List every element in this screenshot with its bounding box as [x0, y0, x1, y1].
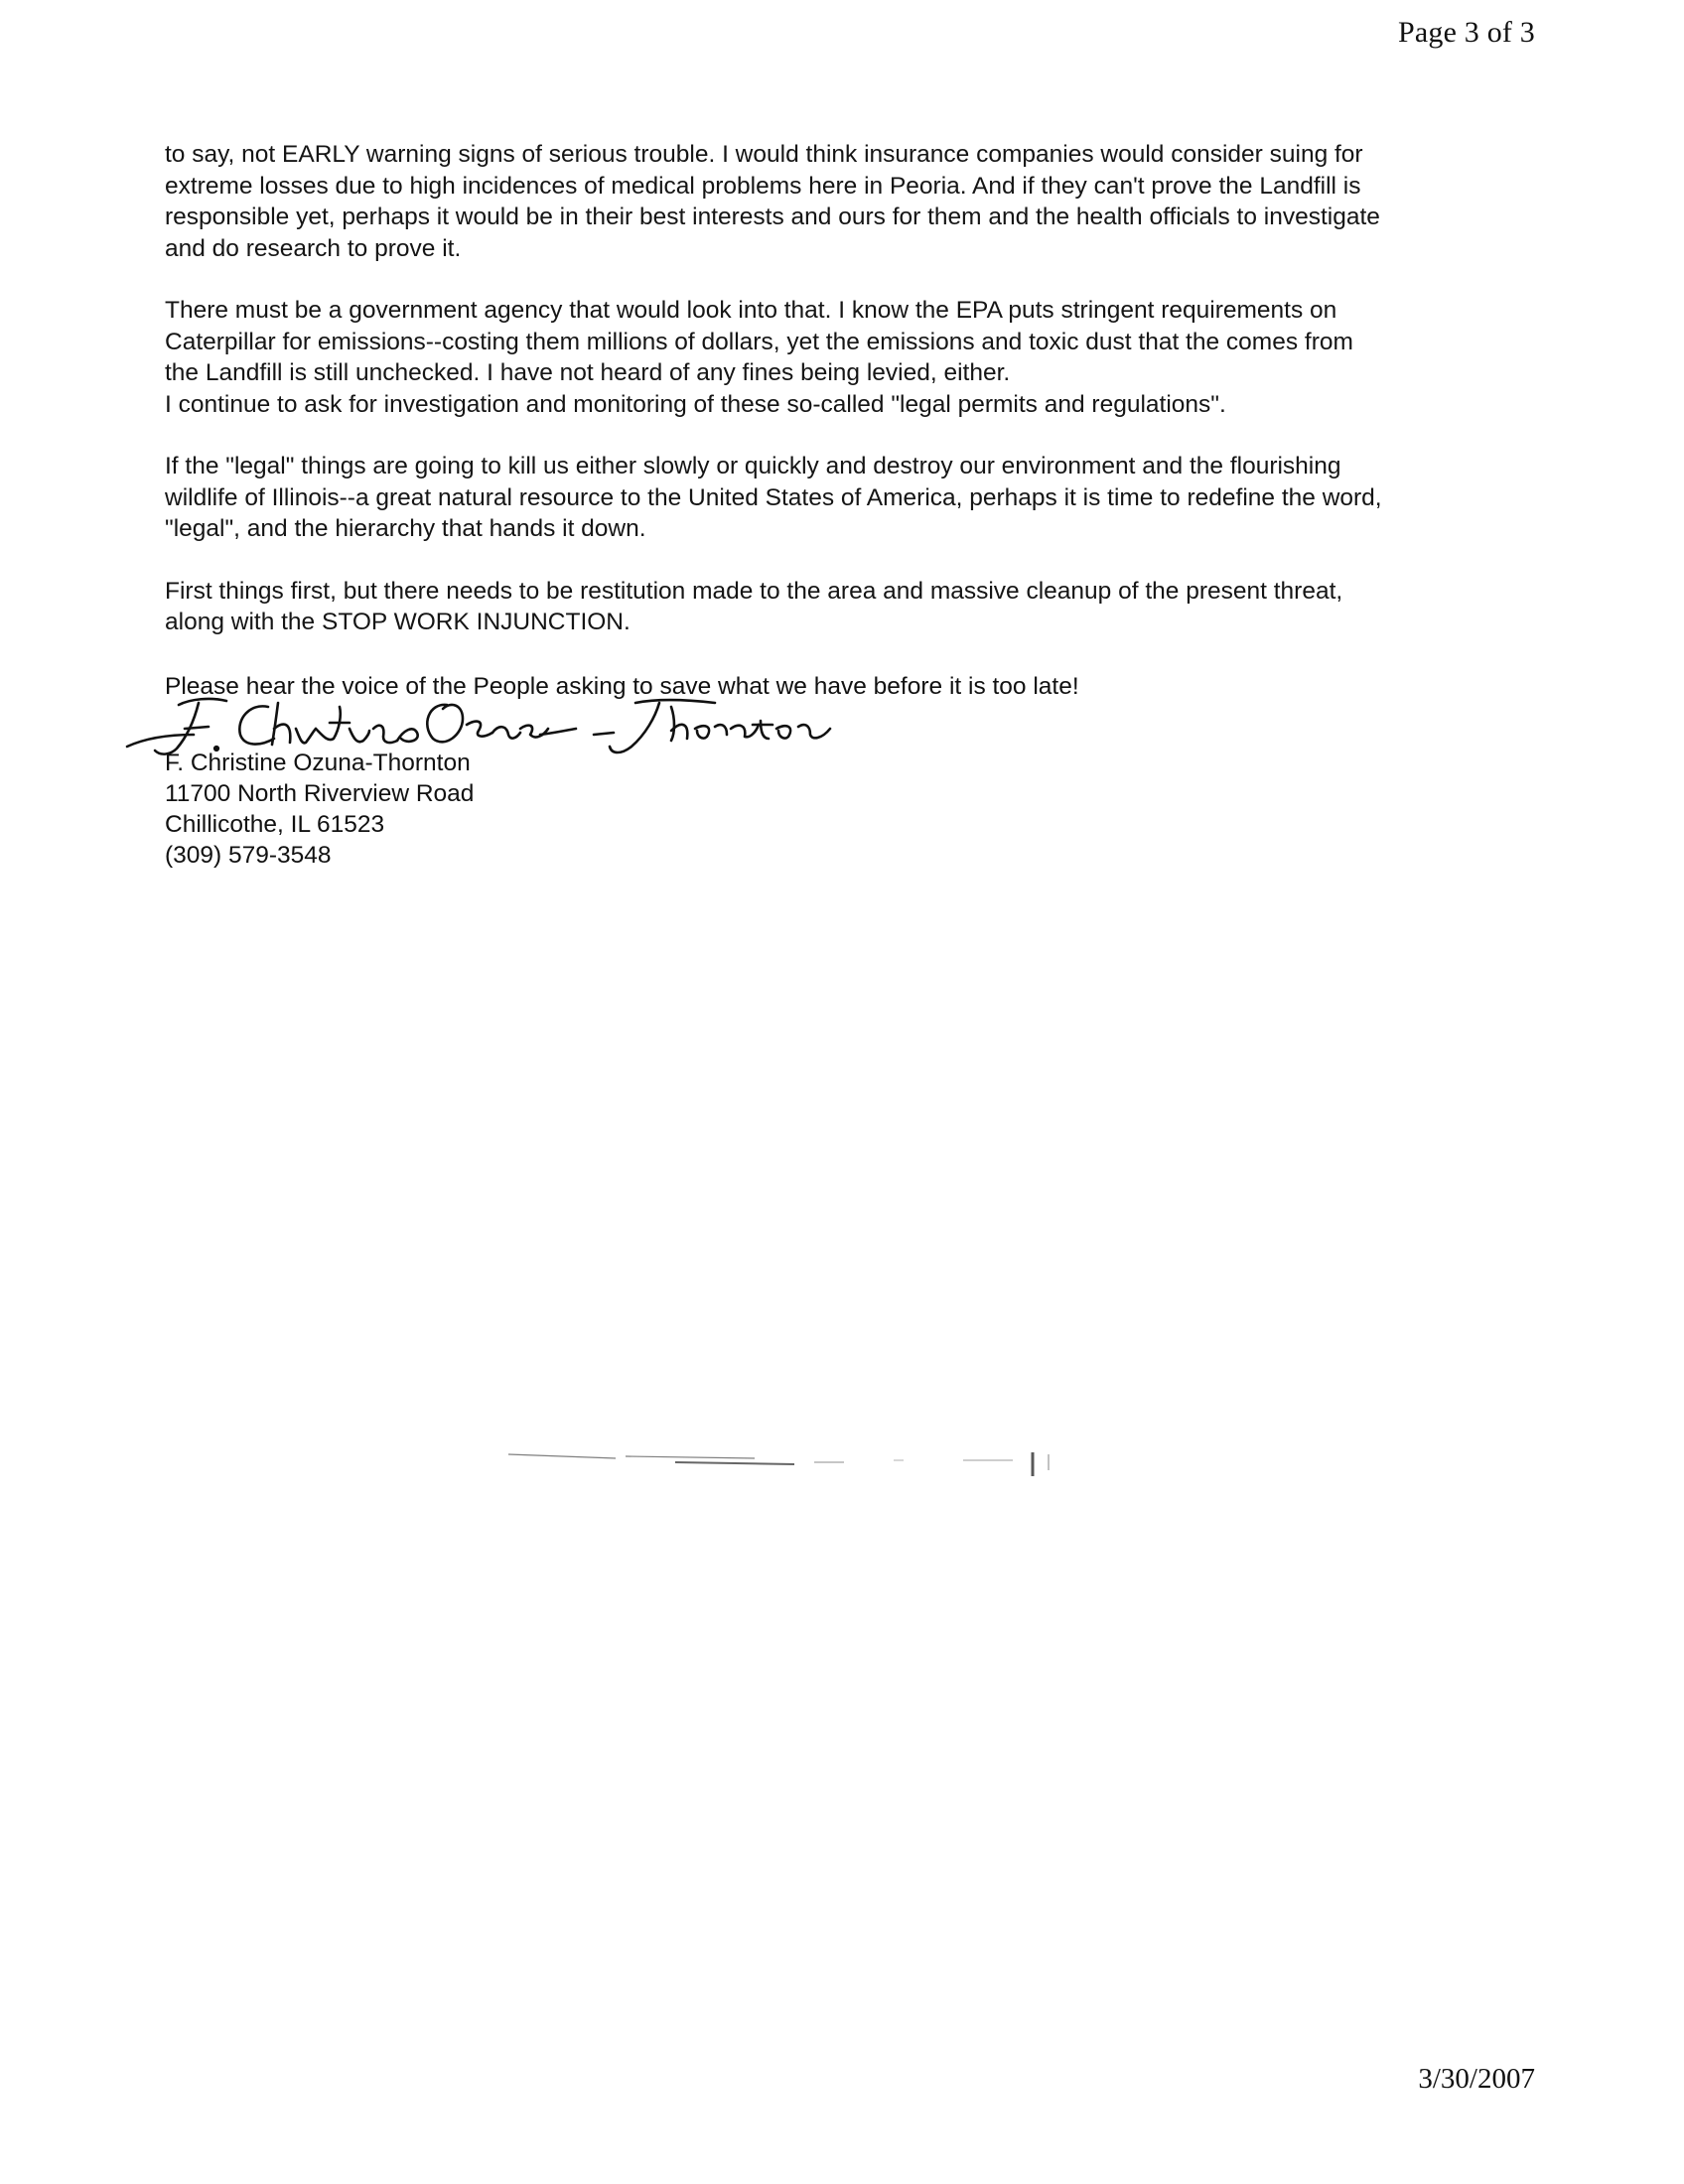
paragraph-line: "legal", and the hierarchy that hands it down.	[165, 515, 646, 542]
letter-body	[165, 139, 1555, 669]
scan-artifact	[496, 1444, 1152, 1534]
paragraph-line: the Landfill is still unchecked. I have not heard of any fines being levied, either.	[165, 359, 1011, 386]
document-date: 3/30/2007	[1418, 2063, 1535, 2095]
signer-city: Chillicothe, IL 61523	[165, 811, 385, 838]
paragraph-2	[165, 295, 1555, 420]
paragraph-line: I continue to ask for investigation and monitoring of these so-called "legal permits and regulations".	[165, 390, 1226, 418]
paragraph-line: and do research to prove it.	[165, 234, 462, 262]
page-number: Page 3 of 3	[1397, 16, 1535, 49]
paragraph-line: along with the STOP WORK INJUNCTION.	[165, 609, 631, 635]
signer-block	[165, 748, 474, 871]
closing-line: Please hear the voice of the People asking to save what we have before it is too late!	[165, 673, 1079, 700]
paragraph-line: responsible yet, perhaps it would be in their best interests and ours for them and the health officials to investigate	[165, 204, 1380, 230]
paragraph-4	[165, 576, 1555, 638]
paragraph-1	[165, 139, 1555, 264]
signer-phone: (309) 579-3548	[165, 842, 332, 869]
paragraph-line: Caterpillar for emissions--costing them millions of dollars, yet the emissions and toxic dust that the comes from	[165, 328, 1353, 355]
paragraph-line: If the "legal" things are going to kill us either slowly or quickly and destroy our environment and the flourishing	[165, 453, 1341, 479]
paragraph-line: to say, not EARLY warning signs of serious trouble. I would think insurance companies would consider suing for	[165, 141, 1363, 168]
paragraph-line: First things first, but there needs to be restitution made to the area and massive cleanup of the present threat,	[165, 577, 1343, 605]
paragraph-line: There must be a government agency that would look into that. I know the EPA puts stringent requirements on	[165, 297, 1337, 324]
signer-street: 11700 North Riverview Road	[165, 780, 475, 807]
signer-name: F. Christine Ozuna-Thornton	[165, 750, 471, 776]
paragraph-3	[165, 451, 1555, 545]
paragraph-line: extreme losses due to high incidences of medical problems here in Peoria. And if they can't prove the Landfill is	[165, 172, 1361, 200]
paragraph-line: wildlife of Illinois--a great natural resource to the United States of America, perhaps it is time to redefine the word,	[165, 483, 1382, 511]
